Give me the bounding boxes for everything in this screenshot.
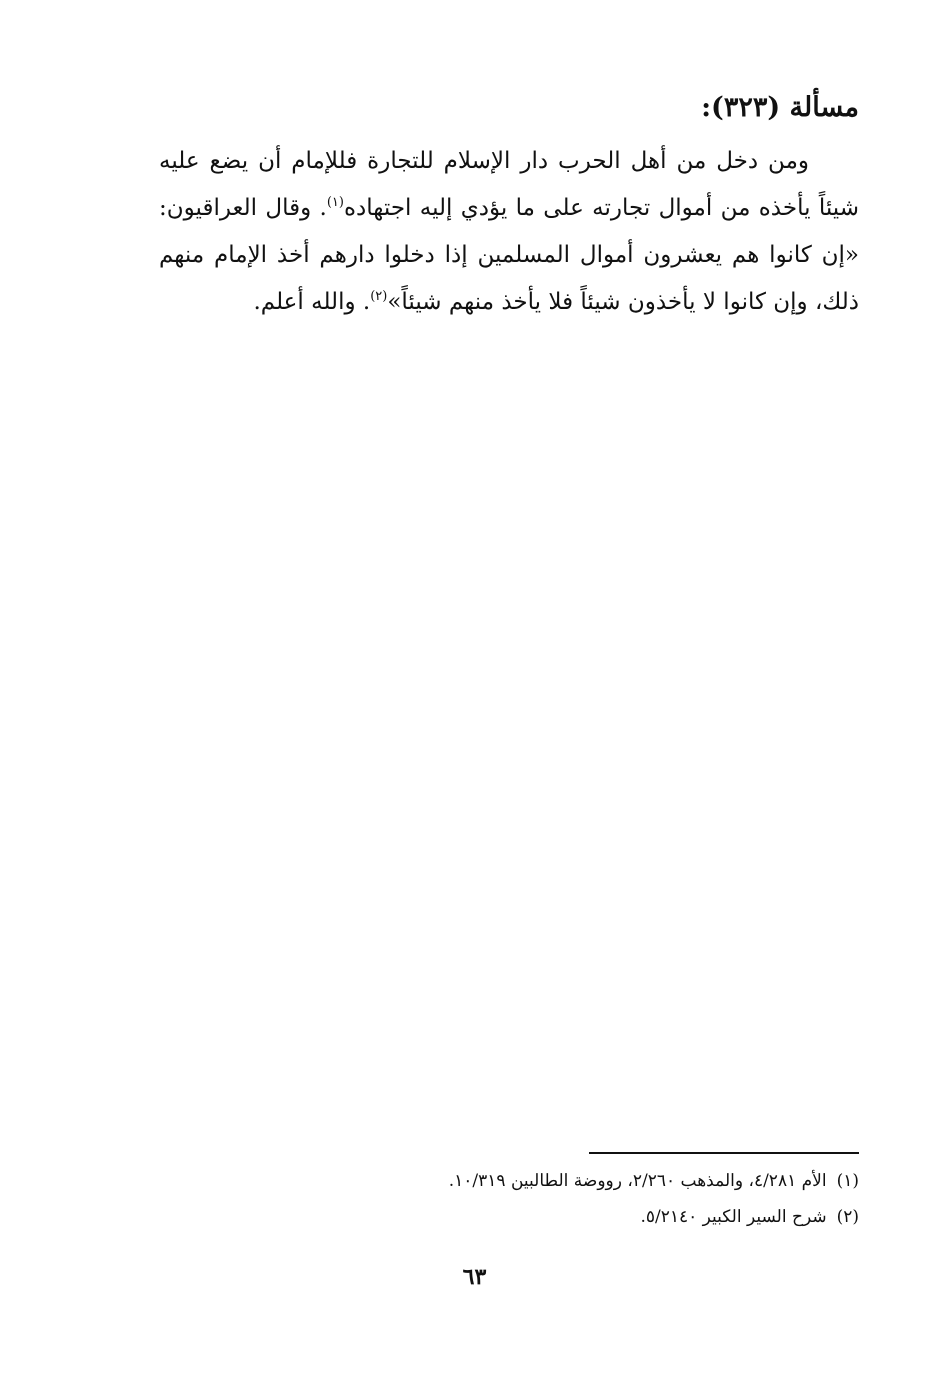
main-paragraph <box>159 138 859 326</box>
page-number: ٦٣ <box>462 1264 487 1290</box>
footnote-text: الأم ٤/٢٨١، والمذهب ٢/٢٦٠، رووضة الطالبين ١٠/٣١٩. <box>448 1171 827 1191</box>
footnotes-section <box>159 1163 859 1235</box>
footnote-marker: (٢) <box>836 1207 859 1227</box>
footnote-1 <box>159 1163 859 1199</box>
footnote-marker: (١) <box>836 1171 859 1191</box>
paragraph-text <box>159 138 859 326</box>
footnote-reference-1: (١) <box>326 195 344 210</box>
footnote-2 <box>159 1199 859 1235</box>
paragraph-part-2: . وقال العراقيون: «إن كانوا هم يعشرون أموال المسلمين إذا دخلوا دارهم أخذ الإمام منهم ذلك، وإن كانوا لا يأخذون شيئاً فلا يأخذ منهم شيئاً» <box>159 195 859 315</box>
footnote-separator <box>589 1152 859 1154</box>
paragraph-part-3: . والله أعلم. <box>253 289 371 315</box>
issue-heading: مسألة (٣٢٣): <box>701 92 859 123</box>
paragraph-part-1: ومن دخل من أهل الحرب دار الإسلام للتجارة فللإمام أن يضع عليه شيئاً يأخذه من أموال تجارته على ما يؤدي إليه اجتهاده <box>159 148 859 221</box>
footnote-text: شرح السير الكبير ٥/٢١٤٠. <box>640 1207 827 1227</box>
footnote-reference-2: (٢) <box>370 289 388 304</box>
